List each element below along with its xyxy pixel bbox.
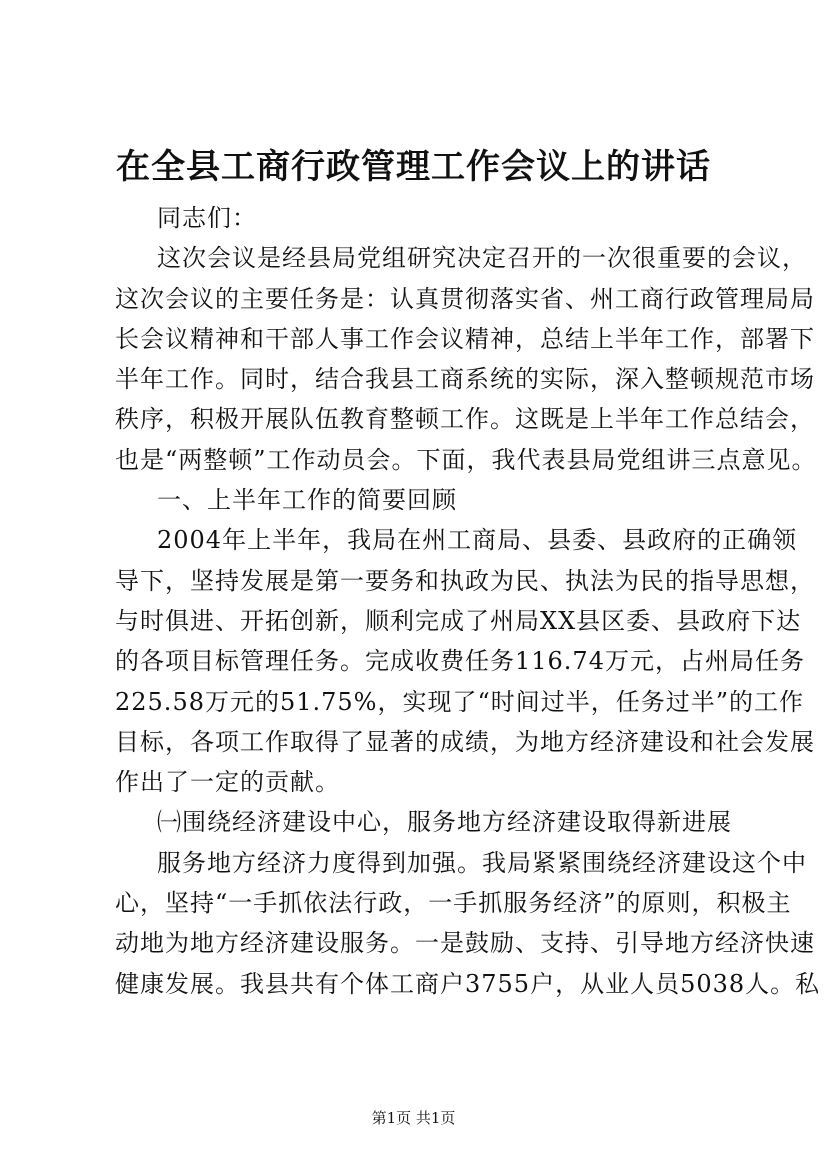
paragraph-line: 这次会议的主要任务是：认真贯彻落实省、州工商行政管理局局: [115, 284, 815, 313]
paragraph-line: 同志们：: [157, 204, 257, 232]
paragraph-line: 225.58万元的51.75%，实现了“时间过半，任务过半”的工作: [115, 687, 805, 716]
paragraph-line: 服务地方经济力度得到加强。我局紧紧围绕经济建设这个中: [157, 848, 807, 877]
paragraph-line: 导下，坚持发展是第一要务和执政为民、执法为民的指导思想，: [115, 566, 815, 595]
section-heading: 一、上半年工作的简要回顾: [157, 486, 457, 515]
paragraph-line: 心，坚持“一手抓依法行政，一手抓服务经济”的原则，积极主: [115, 889, 792, 918]
paragraph-line: 秩序，积极开展队伍教育整顿工作。这既是上半年工作总结会，: [115, 405, 815, 434]
paragraph-line: 与时俱进、开拓创新，顺利完成了州局XX县区委、县政府下达: [115, 606, 802, 635]
paragraph-line: 长会议精神和干部人事工作会议精神，总结上半年工作，部署下: [115, 324, 815, 353]
paragraph-line: 的各项目标管理任务。完成收费任务116.74万元，占州局任务: [115, 647, 805, 676]
paragraph-line: 动地为地方经济建设服务。一是鼓励、支持、引导地方经济快速: [115, 929, 815, 958]
document-body: [115, 198, 821, 1004]
paragraph-line: 也是“两整顿”工作动员会。下面，我代表县局党组讲三点意见。: [115, 445, 817, 474]
document-title: 在全县工商行政管理工作会议上的讲话: [116, 147, 711, 187]
paragraph-line: 这次会议是经县局党组研究决定召开的一次很重要的会议，: [157, 244, 807, 273]
paragraph-line: 目标，各项工作取得了显著的成绩，为地方经济建设和社会发展: [115, 727, 815, 756]
paragraph-line: 作出了一定的贡献。: [115, 768, 340, 797]
paragraph-line: 健康发展。我县共有个体工商户3755户，从业人员5038人。私: [115, 969, 821, 998]
page-footer: 第1页 共1页: [371, 1109, 456, 1127]
paragraph-line: 半年工作。同时，结合我县工商系统的实际，深入整顿规范市场: [115, 365, 815, 394]
paragraph-line: 2004年上半年，我局在州工商局、县委、县政府的正确领: [157, 526, 798, 555]
subsection-heading: ㈠围绕经济建设中心，服务地方经济建设取得新进展: [157, 808, 732, 837]
